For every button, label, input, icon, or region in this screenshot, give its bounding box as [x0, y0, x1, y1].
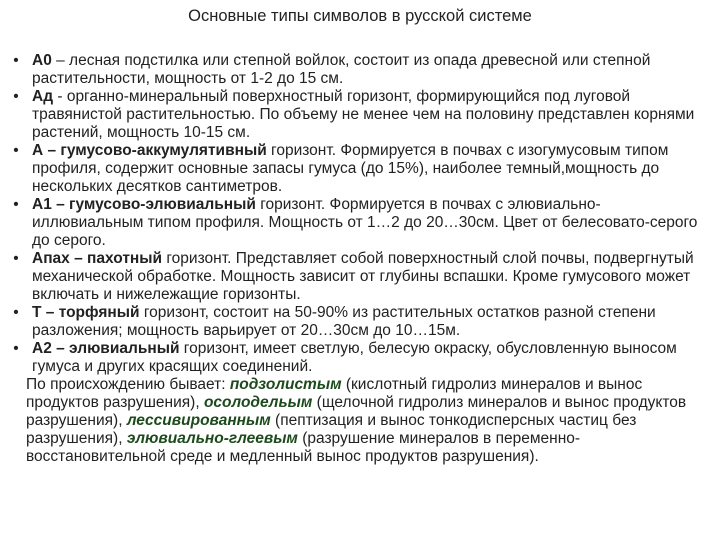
bullet-icon: •	[13, 196, 19, 213]
bullet-icon: •	[13, 52, 19, 69]
horizon-term: А0	[32, 52, 52, 69]
bullet-icon: •	[13, 250, 19, 267]
origin-desc: (пептизация и вынос тонкодисперсных частиц без разрушения),	[26, 412, 637, 447]
origin-desc: (кислотный гидролиз минералов и вынос продуктов разрушения),	[26, 376, 643, 411]
horizon-term: А – гумусово-аккумулятивный	[32, 142, 267, 159]
horizon-term: А2 – элювиальный	[32, 340, 180, 357]
list-item	[10, 250, 700, 304]
horizon-description: – лесная подстилка или степной войлок, состоит из опада древесной или степной растительности, мощность от 1-2 до 15 см.	[32, 52, 651, 87]
list-item	[10, 52, 700, 88]
list-item	[10, 340, 700, 376]
origin-term-lessivated: лессивированным	[126, 412, 271, 429]
horizon-term: А1 – гумусово-элювиальный	[32, 196, 256, 213]
origin-paragraph	[10, 376, 700, 466]
list-item	[10, 196, 700, 250]
list-item	[10, 88, 700, 142]
horizon-description: горизонт. Формируется в почвах с изогумусовым типом профиля, содержит основные запасы гумуса (до 15%), наиболее темный,мощность до нескольких десятков сантиметров.	[32, 142, 669, 195]
origin-desc: (разрушение минералов в переменно-восстановительной среде и медленный вынос продуктов разрушения).	[26, 430, 581, 465]
horizon-description: горизонт, имеет светлую, белесую окраску, обусловленную выносом гумуса и других красящих соединений.	[32, 340, 677, 375]
origin-desc: (щелочной гидролиз минералов и вынос продуктов разрушения),	[26, 394, 687, 429]
origin-term-podzolic: подзолистым	[229, 376, 342, 393]
content-body	[10, 52, 700, 466]
bullet-icon: •	[13, 88, 19, 105]
horizon-term: Т – торфяный	[32, 304, 140, 321]
origin-term-eluvial-gley: элювиально-глеевым	[126, 430, 298, 447]
list-item	[10, 304, 700, 340]
horizon-term: Ад	[32, 88, 54, 105]
horizon-description: горизонт. Представляет собой поверхностный слой почвы, подвергнутый механической обработке. Мощность зависит от глубины вспашки. Кроме гумусового может включать и нижележащие горизонты.	[32, 250, 694, 303]
horizon-list	[10, 52, 700, 376]
horizon-description: горизонт. Формируется в почвах с элювиально-иллювиальным типом профиля. Мощность от 1…2 до 20…30см. Цвет от белесовато-серого до серого.	[32, 196, 698, 249]
bullet-icon: •	[13, 142, 19, 159]
horizon-term: Апах – пахотный	[32, 250, 163, 267]
origin-term-solodic: осолодельым	[203, 394, 313, 411]
horizon-description: горизонт, состоит на 50-90% из растительных остатков разной степени разложения; мощность варьирует от 20…30см до 10…15м.	[32, 304, 656, 339]
origin-lead: По происхождению бывает:	[26, 376, 230, 393]
bullet-icon: •	[13, 340, 19, 357]
bullet-icon: •	[13, 304, 19, 321]
horizon-description: - органно-минеральный поверхностный горизонт, формирующийся под луговой травянистой растительностью. По объему не менее чем на половину представлен корнями растений, мощность 10-15 см.	[32, 88, 695, 141]
list-item	[10, 142, 700, 196]
page-title: Основные типы символов в русской системе	[188, 7, 532, 25]
